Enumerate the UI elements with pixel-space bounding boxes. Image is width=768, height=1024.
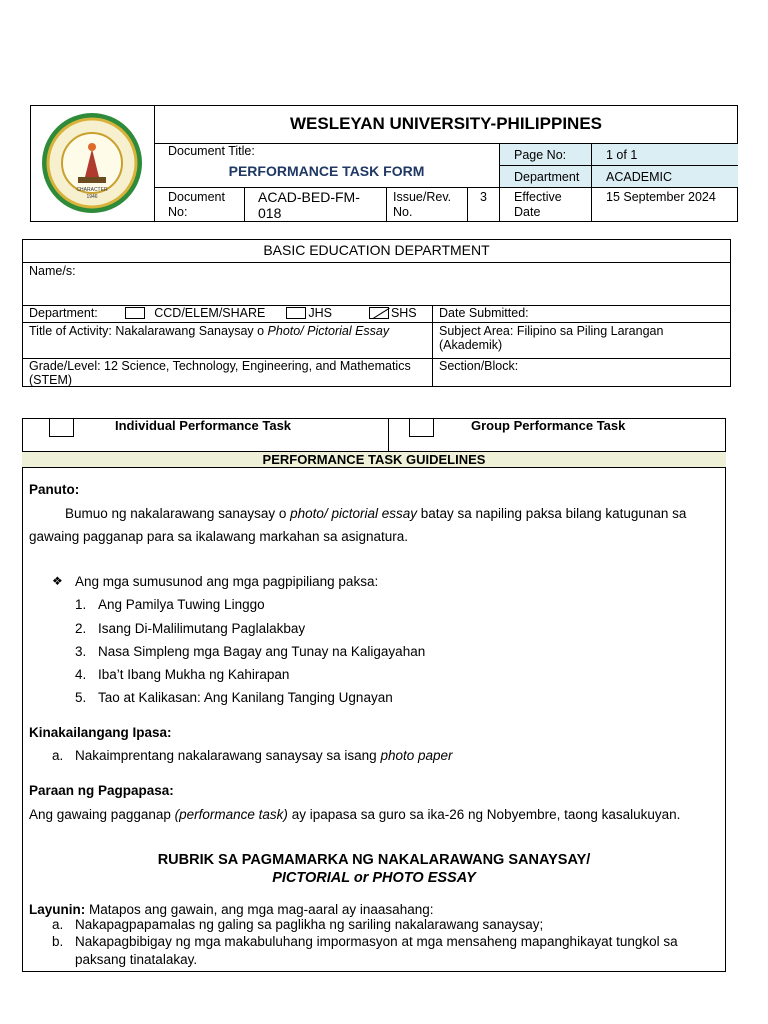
grade-level: Grade/Level: 12 Science, Technology, Engineering, and Mathematics — [29, 359, 411, 373]
layunin-label: Layunin: — [29, 902, 86, 917]
topics-intro: Ang mga sumusunod ang mga pagpipiliang paksa: — [75, 574, 379, 589]
ipasa-label: Kinakailangang Ipasa: — [29, 725, 172, 740]
topic-item: Iba’t Ibang Mukha ng Kahirapan — [98, 667, 290, 682]
doc-no-label: Document — [168, 190, 225, 204]
group-task-label: Group Performance Task — [471, 418, 626, 433]
shs-label: SHS — [390, 306, 417, 320]
diamond-bullet-icon: ❖ — [52, 574, 63, 588]
issue-label: Issue/Rev. — [393, 190, 452, 204]
panuto-text-a: Bumuo ng nakalarawang sanaysay o — [65, 506, 291, 521]
individual-checkbox[interactable] — [49, 418, 74, 437]
grade-level-cell — [22, 358, 433, 387]
paraan-c: ay ipapasa sa guro sa ika-26 ng Nobyembre, taong kasalukuyan. — [287, 807, 681, 822]
doc-title: PERFORMANCE TASK FORM — [228, 163, 425, 179]
paraan-a: Ang gawaing pagganap — [29, 807, 175, 822]
department-label-2: Department: — [29, 306, 98, 320]
topic-item: Tao at Kalikasan: Ang Kanilang Tanging Ugnayan — [98, 690, 393, 705]
doc-title-label: Document Title: — [168, 144, 255, 158]
paraan-label: Paraan ng Pagpapasa: — [29, 783, 174, 798]
subject-area: Subject Area: Filipino sa Piling Larangan — [439, 324, 664, 338]
guidelines-heading: PERFORMANCE TASK GUIDELINES — [262, 452, 486, 467]
page-no-label: Page No: — [514, 148, 567, 162]
grade-level-2: (STEM) — [29, 373, 73, 387]
topic-number: 3. — [75, 644, 87, 659]
department-value: ACADEMIC — [606, 170, 672, 184]
names-cell[interactable] — [22, 262, 731, 306]
university-name: WESLEYAN UNIVERSITY-PHILIPPINES — [289, 114, 603, 133]
dept-heading: BASIC EDUCATION DEPARTMENT — [263, 242, 490, 258]
subject-area-2: (Akademik) — [439, 338, 503, 352]
names-label: Name/s: — [29, 264, 76, 278]
doc-no-2: 018 — [258, 205, 282, 221]
university-seal-logo — [30, 105, 155, 222]
task-type-divider — [388, 418, 389, 452]
ipasa-text: Nakaimprentang nakalarawang sanaysay sa isang — [75, 748, 381, 763]
individual-task-label: Individual Performance Task — [115, 418, 292, 433]
objective-b-letter: b. — [52, 934, 64, 949]
ccd-checkbox[interactable] — [125, 307, 145, 319]
title-activity-italic: Photo/ Pictorial Essay — [267, 324, 390, 338]
rubrik-subtitle: PICTORIAL or PHOTO ESSAY — [272, 870, 476, 886]
title-activity-prefix: Title of Activity: Nakalarawang Sanaysay o — [29, 324, 268, 338]
panuto-label: Panuto: — [29, 482, 80, 497]
svg-text:CHARACTER: CHARACTER — [76, 187, 108, 193]
ccd-label: CCD/ELEM/SHARE — [154, 306, 266, 320]
issue-value: 3 — [480, 190, 487, 204]
doc-no: ACAD-BED-FM- — [258, 189, 360, 205]
panuto-text-c: batay sa napiling paksa bilang katugunan sa — [416, 506, 687, 521]
date-submitted-label: Date Submitted: — [439, 306, 529, 320]
logo-cell — [30, 105, 155, 222]
paraan-text — [29, 807, 680, 822]
topic-number: 1. — [75, 597, 87, 612]
layunin-text: Matapos ang gawain, ang mga mag-aaral ay inaasahang: — [85, 902, 434, 917]
effective-cell — [591, 187, 738, 222]
objective-b: Nakapagbibigay ng mga makabuluhang impormasyon at mga mensaheng mapanghikayat tungkol sa — [75, 934, 678, 949]
effective-label: Effective — [514, 190, 562, 204]
topic-item: Ang Pamilya Tuwing Linggo — [98, 597, 265, 612]
guidelines-heading-bar — [22, 451, 726, 468]
issue-label-2: No. — [393, 205, 413, 219]
page-no-cell — [591, 143, 738, 166]
doc-no-cell — [244, 187, 387, 222]
shs-checkbox[interactable] — [369, 307, 389, 319]
section-block-label: Section/Block: — [439, 359, 519, 373]
doc-no-label-cell — [154, 187, 245, 222]
rubrik-title: RUBRIK SA PAGMAMARKA NG NAKALARAWANG SANAYSAY/ — [157, 852, 591, 868]
ipasa-letter: a. — [52, 748, 64, 763]
panuto-line-1 — [65, 506, 686, 521]
topic-number: 5. — [75, 690, 87, 705]
issue-cell — [467, 187, 500, 222]
title-activity-cell — [22, 322, 433, 359]
department-cell — [591, 165, 738, 188]
issue-label-cell — [386, 187, 468, 222]
topic-item: Isang Di-Malilimutang Paglalakbay — [98, 621, 306, 636]
doc-title-cell — [154, 143, 500, 188]
ipasa-italic: photo paper — [380, 748, 453, 763]
department-row — [22, 305, 433, 323]
jhs-label: JHS — [308, 306, 332, 320]
topic-number: 4. — [75, 667, 87, 682]
doc-no-label-2: No: — [168, 205, 188, 219]
effective-label-cell — [499, 187, 592, 222]
effective-date: 15 September 2024 — [606, 190, 716, 204]
group-checkbox[interactable] — [409, 418, 434, 437]
layunin-line — [29, 902, 433, 917]
objective-a-letter: a. — [52, 917, 64, 932]
university-name-cell — [154, 105, 738, 144]
department-label-cell — [499, 165, 592, 188]
jhs-checkbox[interactable] — [286, 307, 306, 319]
topic-item: Nasa Simpleng mga Bagay ang Tunay na Kaligayahan — [98, 644, 426, 659]
ipasa-item — [75, 748, 453, 763]
panuto-line-2: gawaing pagganap para sa ikalawang markahan sa asignatura. — [29, 529, 409, 544]
section-block-cell[interactable] — [432, 358, 731, 387]
page-no: 1 of 1 — [606, 148, 638, 162]
topic-number: 2. — [75, 621, 87, 636]
page-no-label-cell — [499, 143, 592, 166]
department-label: Department — [514, 170, 580, 184]
date-submitted-cell[interactable] — [432, 305, 731, 323]
paraan-b: (performance task) — [174, 807, 288, 822]
dept-heading-cell — [22, 239, 731, 263]
subject-area-cell — [432, 322, 731, 359]
effective-label-2: Date — [514, 205, 541, 219]
svg-text:1946: 1946 — [86, 194, 98, 200]
panuto-text-b: photo/ pictorial essay — [290, 506, 417, 521]
objective-a: Nakapagpapamalas ng galing sa paglikha ng sariling nakalarawang sanaysay; — [75, 917, 544, 932]
objective-b-2: paksang tinatalakay. — [75, 952, 198, 967]
